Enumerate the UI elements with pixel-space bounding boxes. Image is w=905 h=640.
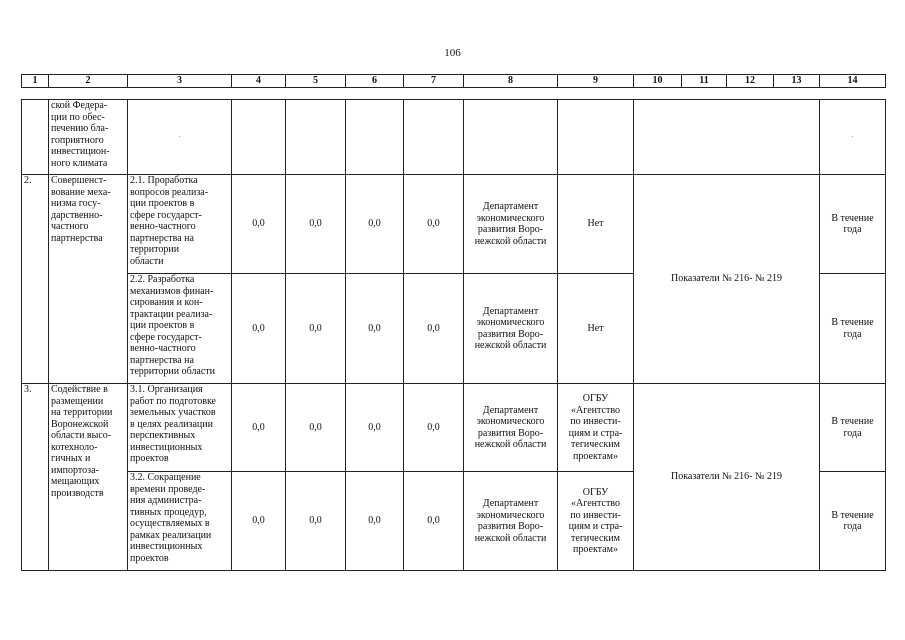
column-header: 5 <box>286 75 346 88</box>
decorative-dot: · <box>851 133 854 142</box>
participant-cell: Нет <box>558 274 634 384</box>
deadline-cell: В течение года <box>820 472 886 571</box>
activity-cell: 2.1. Проработка вопросов реализа- ции проектов в сфере государст- венно-частного партнерства на территории области <box>128 175 232 274</box>
column-header: 7 <box>404 75 464 88</box>
value-cell: 0,0 <box>346 175 404 274</box>
column-header: 8 <box>464 75 558 88</box>
executor-cell: Департамент экономического развития Воро- нежской области <box>464 274 558 384</box>
value-cell: 0,0 <box>286 384 346 472</box>
value-cell: 0,0 <box>404 384 464 472</box>
activity-cell: 3.2. Сокращение времени проведе- ния администра- тивных процедур, осуществляемых в рамках реализации инвестиционных проектов <box>128 472 232 571</box>
column-header: 4 <box>232 75 286 88</box>
value-cell: 0,0 <box>232 472 286 571</box>
column-header: 9 <box>558 75 634 88</box>
header-row-table <box>21 74 886 88</box>
participant-cell: Нет <box>558 175 634 274</box>
column-header: 10 <box>634 75 682 88</box>
column-header: 2 <box>49 75 128 88</box>
row-number: 3. <box>22 384 49 571</box>
column-header: 3 <box>128 75 232 88</box>
value-cell: 0,0 <box>286 472 346 571</box>
measure-name-cell: Совершенст- вование меха- низма госу- дарственно- частного партнерства <box>49 175 128 384</box>
decorative-dot: · <box>178 133 181 142</box>
row-number: 2. <box>22 175 49 384</box>
value-cell: 0,0 <box>232 175 286 274</box>
value-cell: 0,0 <box>346 472 404 571</box>
participant-cell: ОГБУ «Агентство по инвести- циям и стра- тегическим проектам» <box>558 472 634 571</box>
executor-cell: Департамент экономического развития Воро- нежской области <box>464 384 558 472</box>
activity-cell: 2.2. Разработка механизмов финан- сирования и кон- трактации реализа- ции проектов в сфере государст- венно-частного партнерства на территории области <box>128 274 232 384</box>
measures-table <box>21 99 886 571</box>
activity-cell: 3.1. Организация работ по подготовке земельных участков в целях реализации перспективных инвестиционных проектов <box>128 384 232 472</box>
table-row <box>22 175 886 274</box>
measure-name-cell: Содействие в размещении на территории Воронежской области высо- котехноло- гичных и импортоза- мещающих производств <box>49 384 128 571</box>
table-row <box>22 384 886 472</box>
table-row-continuation <box>22 100 886 175</box>
value-cell: 0,0 <box>232 384 286 472</box>
value-cell: 0,0 <box>404 175 464 274</box>
deadline-cell: В течение года <box>820 274 886 384</box>
value-cell: 0,0 <box>286 175 346 274</box>
column-header: 1 <box>22 75 49 88</box>
column-header: 13 <box>774 75 820 88</box>
value-cell: 0,0 <box>346 274 404 384</box>
deadline-cell: В течение года <box>820 175 886 274</box>
value-cell: 0,0 <box>346 384 404 472</box>
value-cell: 0,0 <box>404 472 464 571</box>
deadline-cell: В течение года <box>820 384 886 472</box>
column-header: 11 <box>682 75 727 88</box>
value-cell: 0,0 <box>286 274 346 384</box>
column-header: 6 <box>346 75 404 88</box>
indicators-cell: Показатели № 216- № 219 <box>634 175 820 384</box>
executor-cell: Департамент экономического развития Воро- нежской области <box>464 175 558 274</box>
executor-cell: Департамент экономического развития Воро- нежской области <box>464 472 558 571</box>
column-header: 12 <box>727 75 774 88</box>
column-number-row <box>22 75 886 88</box>
page-number: 106 <box>444 47 461 59</box>
participant-cell: ОГБУ «Агентство по инвести- циям и стра- тегическим проектам» <box>558 384 634 472</box>
value-cell: 0,0 <box>404 274 464 384</box>
measure-name-cell: ской Федера- ции по обес- печению бла- гоприятного инвестицион- ного климата <box>49 100 128 175</box>
value-cell: 0,0 <box>232 274 286 384</box>
column-header: 14 <box>820 75 886 88</box>
indicators-cell: Показатели № 216- № 219 <box>634 384 820 571</box>
